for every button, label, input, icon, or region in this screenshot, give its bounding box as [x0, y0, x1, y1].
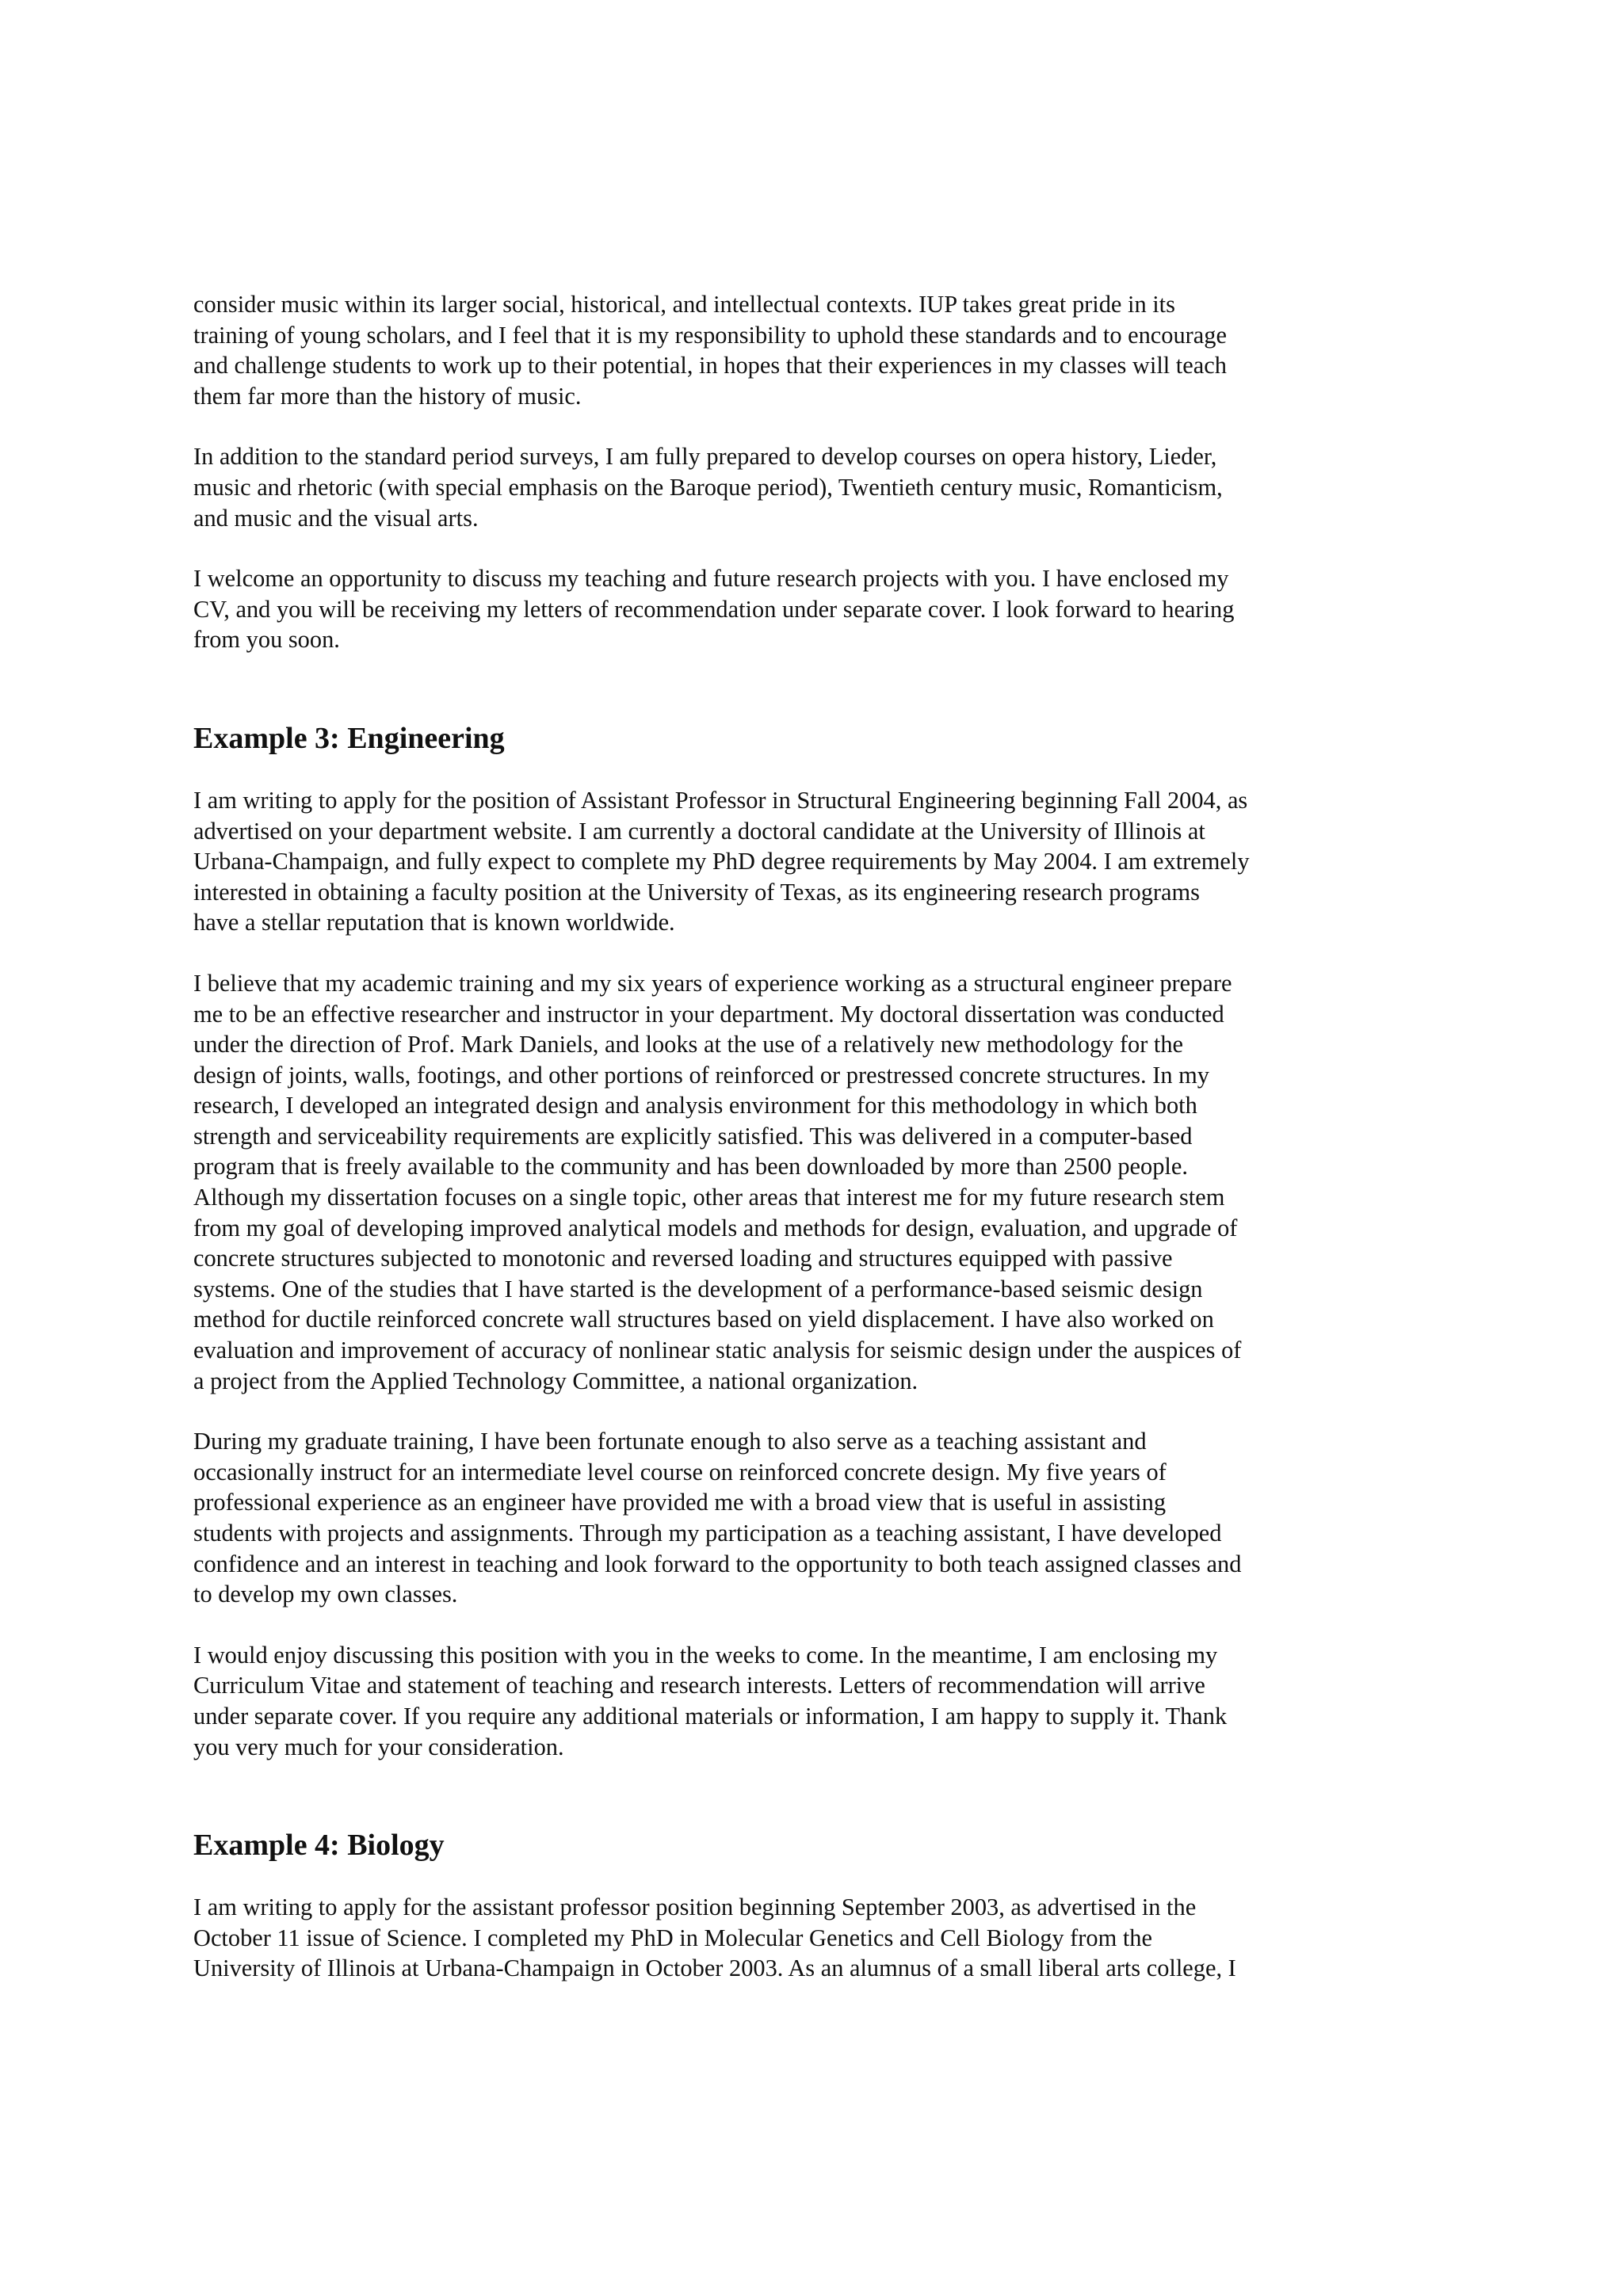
paragraph-closing-music: I welcome an opportunity to discuss my teaching and future research projects with you. I have enclosed my CV, and you will be receiving my letters of recommendation under separate cover. I look forward to hearing from you soon.: [193, 565, 1235, 654]
heading-example-4: Example 4: Biology: [193, 1829, 445, 1863]
paragraph-engineering-intro: I am writing to apply for the position of Assistant Professor in Structural Engineering beginning Fall 2004, as advertised on your department website. I am currently a doctoral candidate at the University of Illinois at Urbana-Champaign, and fully expect to complete my PhD degree requirements by May 2004. I am extremely interested in obtaining a faculty position at the University of Texas, as its engineering research programs have a stellar reputation that is known worldwide.: [193, 786, 1250, 936]
paragraph-biology-intro: I am writing to apply for the assistant professor position beginning September 2003, as advertised in the October 11 issue of Science. I completed my PhD in Molecular Genetics and Cell Biology from the University of Illinois at Urbana-Champaign in October 2003. As an alumnus of a small liberal arts college, I: [193, 1894, 1236, 1982]
heading-example-3: Example 3: Engineering: [193, 721, 505, 755]
paragraph-engineering-research: I believe that my academic training and my six years of experience working as a structural engineer prepare me to be an effective researcher and instructor in your department. My doctoral dissertation was conducted under the direction of Prof. Mark Daniels, and looks at the use of a relatively new methodology for the design of joints, walls, footings, and other portions of reinforced or prestressed concrete structures. In my research, I developed an integrated design and analysis environment for this methodology in which both strength and serviceability requirements are explicitly satisfied. This was delivered in a computer-based program that is freely available to the community and has been downloaded by more than 2500 people. Although my dissertation focuses on a single topic, other areas that interest me for my future research stem from my goal of developing improved analytical models and methods for design, evaluation, and upgrade of concrete structures subjected to monotonic and reversed loading and structures equipped with passive systems. One of the studies that I have started is the development of a performance-based seismic design method for ductile reinforced concrete wall structures based on yield displacement. I have also worked on evaluation and improvement of accuracy of nonlinear static analysis for seismic design under the auspices of a project from the Applied Technology Committee, a national organization.: [193, 969, 1242, 1394]
document-body: [193, 289, 1390, 1984]
paragraph-music-contexts: consider music within its larger social, historical, and intellectual contexts. IUP takes great pride in its training of young scholars, and I feel that it is my responsibility to uphold these standards and to encourage and challenge students to work up to their potential, in hopes that their experiences in my classes will teach them far more than the history of music.: [193, 291, 1227, 410]
paragraph-engineering-closing: I would enjoy discussing this position with you in the weeks to come. In the meantime, I am enclosing my Curriculum Vitae and statement of teaching and research interests. Letters of recommendation will arrive under separate cover. If you require any additional materials or information, I am happy to supply it. Thank you very much for your consideration.: [193, 1641, 1228, 1760]
paragraph-course-offerings: In addition to the standard period surveys, I am fully prepared to develop courses on opera history, Lieder, music and rhetoric (with special emphasis on the Baroque period), Twentieth century music, Romanticism, and music and the visual arts.: [193, 443, 1223, 532]
paragraph-engineering-teaching: During my graduate training, I have been fortunate enough to also serve as a teaching assistant and occasionally instruct for an intermediate level course on reinforced concrete design. My five years of professional experience as an engineer have provided me with a broad view that is useful in assisting students with projects and assignments. Through my participation as a teaching assistant, I have developed confidence and an interest in teaching and look forward to the opportunity to both teach assigned classes and to develop my own classes.: [193, 1428, 1242, 1608]
